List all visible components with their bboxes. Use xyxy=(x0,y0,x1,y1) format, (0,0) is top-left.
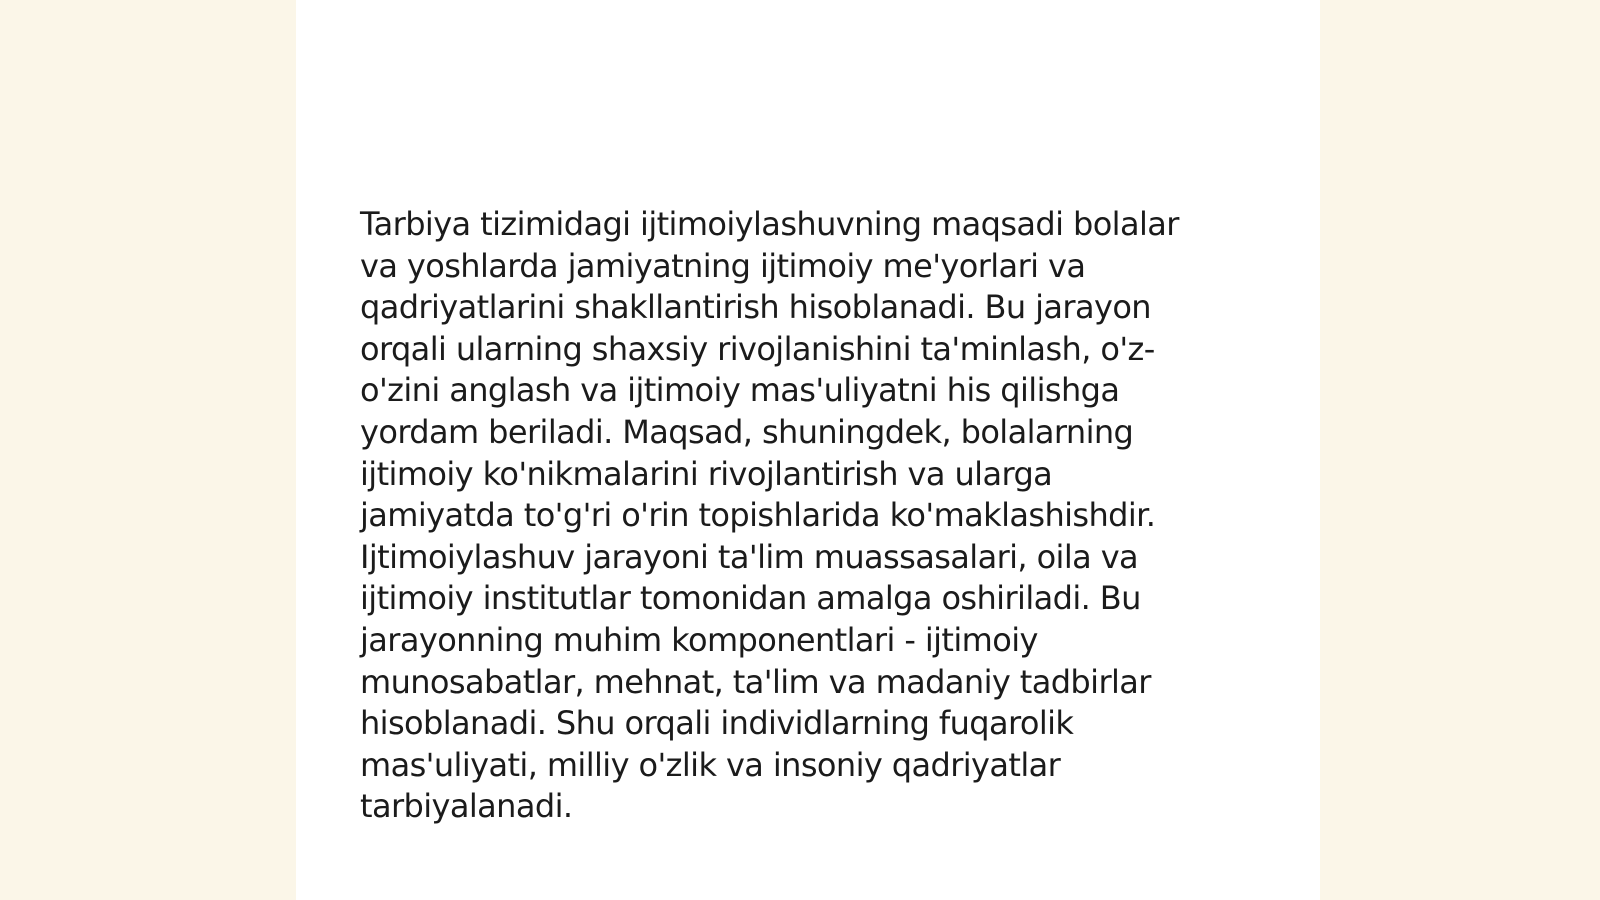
paragraph-line: o'zini anglash va ijtimoiy mas'uliyatni his qilishga xyxy=(360,371,1120,410)
paragraph-line: munosabatlar, mehnat, ta'lim va madaniy tadbirlar xyxy=(360,662,1151,701)
paragraph-line: ijtimoiy institutlar tomonidan amalga oshiriladi. Bu xyxy=(360,579,1141,618)
paragraph-line: hisoblanadi. Shu orqali individlarning fuqarolik xyxy=(360,704,1074,743)
paragraph-line: mas'uliyati, milliy o'zlik va insoniy qadriyatlar xyxy=(360,745,1061,784)
paragraph-line: ijtimoiy ko'nikmalarini rivojlantirish va ularga xyxy=(360,454,1053,493)
paragraph-line: Ijtimoiylashuv jarayoni ta'lim muassasalari, oila va xyxy=(360,537,1139,576)
paragraph-line: orqali ularning shaxsiy rivojlanishini ta'minlash, o'z- xyxy=(360,329,1155,368)
paragraph-line: qadriyatlarini shakllantirish hisoblanadi. Bu jarayon xyxy=(360,288,1151,327)
slide xyxy=(296,0,1320,900)
paragraph-line: yordam beriladi. Maqsad, shuningdek, bolalarning xyxy=(360,412,1134,451)
paragraph-line: Tarbiya tizimidagi ijtimoiylashuvning maqsadi bolalar xyxy=(360,205,1179,243)
paragraph-line: jarayonning muhim komponentlari - ijtimoiy xyxy=(360,620,1038,659)
paragraph-line: jamiyatda to'g'ri o'rin topishlarida ko'maklashishdir. xyxy=(360,496,1156,535)
paragraph-line: tarbiyalanadi. xyxy=(360,787,573,826)
body-paragraph xyxy=(360,204,1240,828)
paragraph-line: va yoshlarda jamiyatning ijtimoiy me'yorlari va xyxy=(360,246,1086,285)
